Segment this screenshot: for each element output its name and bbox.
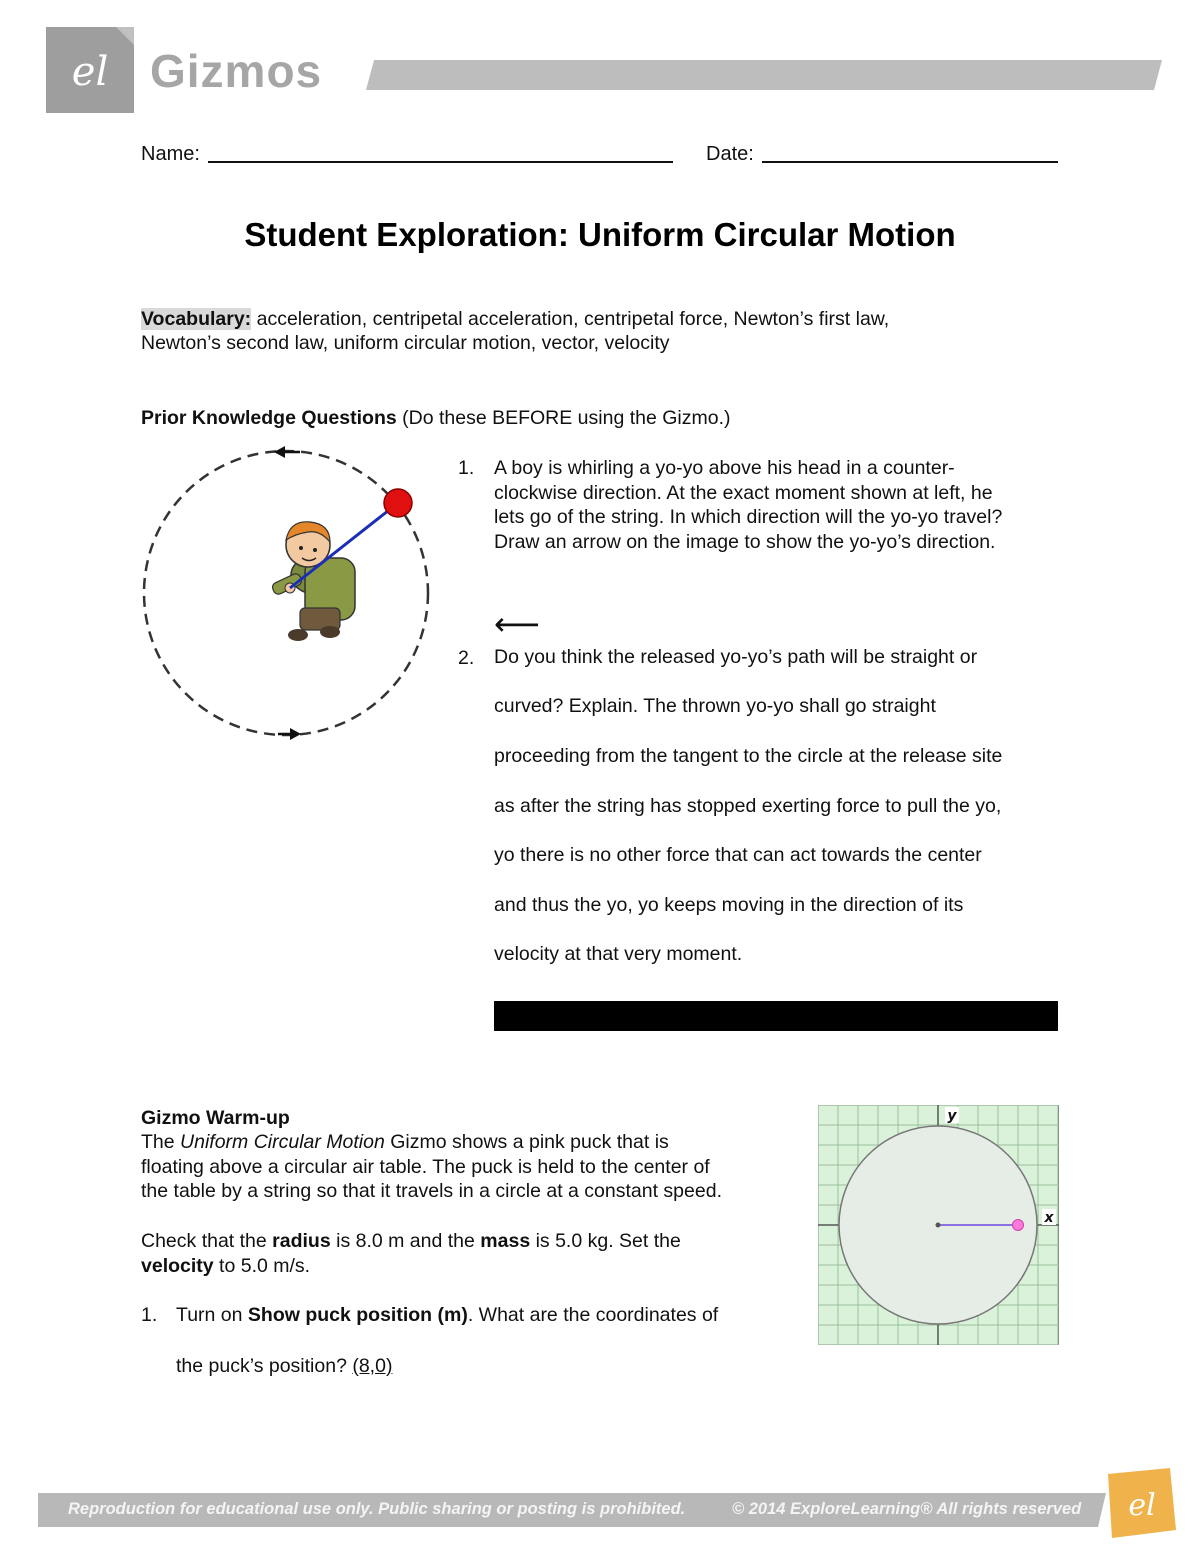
prior-q2-number: 2. (458, 647, 475, 669)
footer-logo-glyph: el (1128, 1488, 1156, 1523)
prior-knowledge-title: Prior Knowledge Questions (141, 407, 397, 429)
x-axis-label: x (1044, 1210, 1054, 1226)
prior-q1-line: lets go of the string. In which direction will the yo-yo travel? (494, 506, 1003, 528)
y-axis-label: y (947, 1108, 957, 1124)
footer-logo-icon (1098, 1468, 1178, 1540)
orbit-arrow-bottom-icon (278, 728, 301, 740)
prior-q2-line: Do you think the released yo-yo’s path will be straight or (494, 646, 978, 668)
name-field[interactable] (208, 161, 673, 163)
warmup-intro-line-1 (141, 1130, 722, 1155)
warmup-q1-text-b: . What are the coordinates of (467, 1304, 719, 1326)
warmup-check (141, 1229, 681, 1278)
warmup-intro-rest: Gizmo shows a pink puck that is (384, 1131, 669, 1153)
footer-copyright: © 2014 ExploreLearning® All rights reserved (732, 1500, 1082, 1518)
prior-q1-text (494, 456, 1002, 554)
show-puck-position-term: Show puck position (m) (247, 1304, 468, 1326)
prior-q1-number: 1. (458, 457, 475, 479)
warmup-q1-answer[interactable]: (8,0) (352, 1355, 393, 1377)
prior-q1-line: clockwise direction. At the exact moment shown at left, he (494, 481, 993, 504)
check-text-b: is 8.0 m and the (330, 1230, 481, 1252)
prior-q2-line[interactable]: as after the string has stopped exerting force to pull the yo, (494, 795, 1002, 817)
prior-q2-line[interactable]: and thus the yo, yo keeps moving in the direction of its (494, 894, 964, 916)
prior-knowledge-note: (Do these BEFORE using the Gizmo.) (396, 407, 731, 429)
warmup-check-line-2 (141, 1254, 681, 1279)
gizmo-name: Uniform Circular Motion (180, 1131, 385, 1153)
orbit-arrow-top-icon (274, 446, 300, 458)
vocabulary-label: Vocabulary: (141, 308, 252, 330)
prior-q1-line: Draw an arrow on the image to show the yo-yo’s direction. (494, 530, 996, 553)
logo-glyph: el (71, 49, 109, 95)
warmup-q1-question: the puck’s position? (176, 1355, 353, 1377)
warmup-heading: Gizmo Warm-up (141, 1107, 290, 1129)
warmup-q1-text (176, 1303, 718, 1328)
prior-q1-answer-arrow[interactable]: ⟵ (494, 606, 540, 642)
yoyo-illustration (140, 440, 440, 745)
table-center (936, 1223, 941, 1228)
puck (1013, 1220, 1024, 1231)
warmup-intro (141, 1130, 722, 1204)
date-field[interactable] (762, 161, 1058, 163)
header-bar (366, 60, 1162, 90)
mass-term: mass (480, 1230, 531, 1252)
warmup-intro-line-2: floating above a circular air table. The puck is held to the center of (141, 1155, 710, 1178)
orbit-path (144, 451, 428, 735)
prior-q2-line[interactable]: yo there is no other force that can act towards the center (494, 844, 982, 866)
yoyo (384, 489, 412, 517)
check-text-a: Check that the (141, 1230, 273, 1252)
warmup-intro-line-3: the table by a string so that it travels in a circle at a constant speed. (141, 1180, 722, 1202)
name-label: Name: (141, 143, 200, 165)
check-text-c: is 5.0 kg. Set the (530, 1230, 681, 1252)
prior-q2-line[interactable]: curved? Explain. The thrown yo-yo shall go straight (494, 695, 936, 717)
warmup-q1-text-a: Turn on (176, 1304, 248, 1326)
redaction-bar (494, 1001, 1058, 1031)
explorelearning-logo (46, 27, 134, 113)
radius-term: radius (272, 1230, 331, 1252)
brand-name: Gizmos (150, 45, 323, 97)
check-text-d: to 5.0 m/s. (213, 1254, 311, 1277)
warmup-intro-prefix: The (141, 1131, 181, 1153)
prior-q2-line[interactable]: proceeding from the tangent to the circle at the release site (494, 745, 1003, 767)
vocabulary-terms-1: acceleration, centripetal acceleration, centripetal force, Newton’s first law, (251, 308, 890, 330)
prior-knowledge-heading (141, 406, 731, 431)
warmup-check-line-1 (141, 1229, 681, 1254)
boy-figure (271, 522, 355, 641)
warmup-q1-line-2 (176, 1354, 392, 1379)
prior-q2-line[interactable]: velocity at that very moment. (494, 943, 743, 965)
logo-mark-icon (46, 27, 134, 113)
warmup-q1-number: 1. (141, 1304, 158, 1326)
prior-q1-line: A boy is whirling a yo-yo above his head in a counter- (494, 457, 955, 479)
date-label: Date: (706, 143, 754, 165)
footer-disclaimer: Reproduction for educational use only. Public sharing or posting is prohibited. (68, 1500, 686, 1518)
vocabulary-line-1 (141, 307, 889, 332)
vocabulary-line-2: Newton’s second law, uniform circular motion, vector, velocity (141, 332, 670, 354)
air-table-figure (818, 1105, 1059, 1345)
velocity-term: velocity (141, 1254, 214, 1277)
page-title: Student Exploration: Uniform Circular Motion (244, 216, 956, 253)
